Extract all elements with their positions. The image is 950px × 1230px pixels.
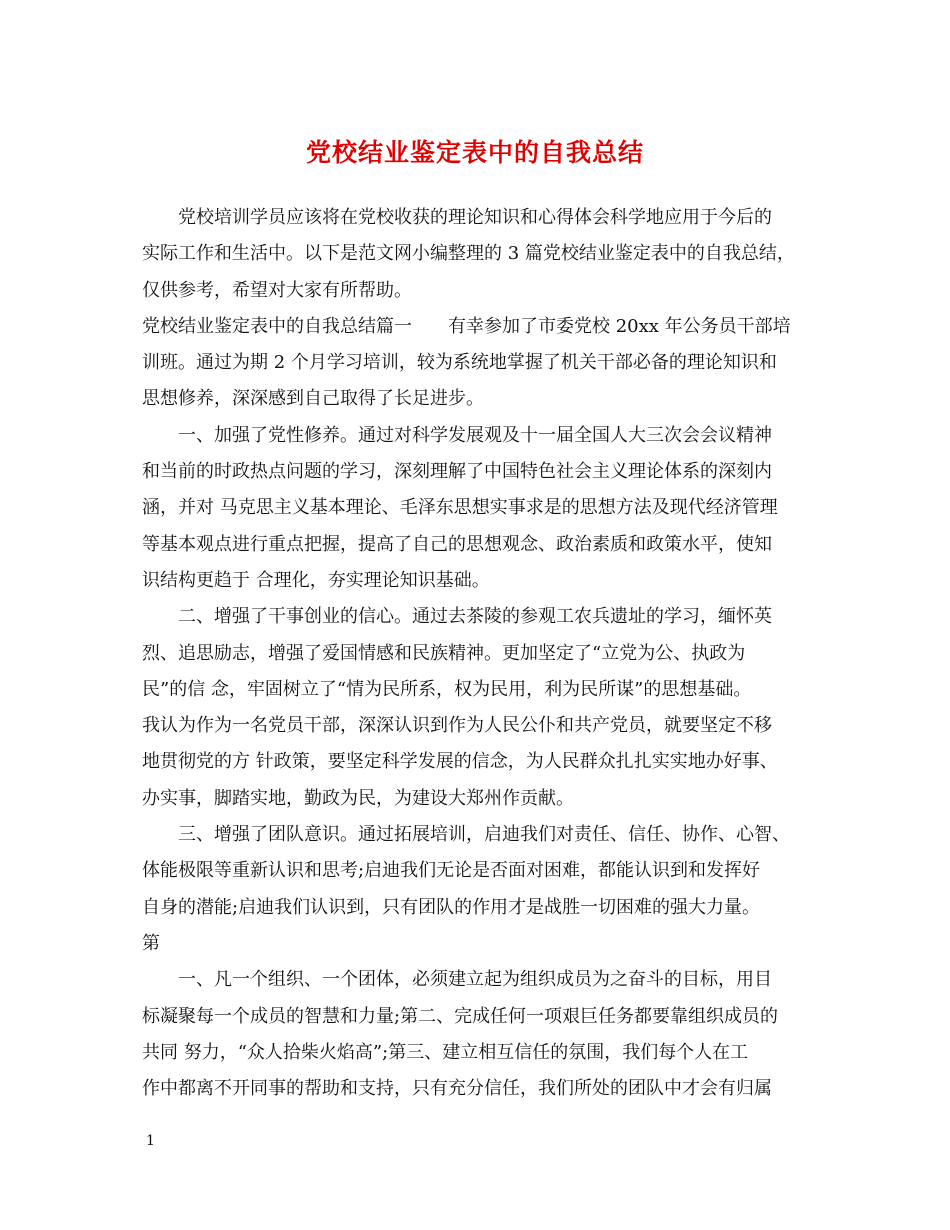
- text-line: 第: [142, 932, 160, 954]
- text-line: 体能极限等重新认识和思考;启迪我们无论是否面对困难，都能认识到和发挥好: [142, 860, 761, 882]
- text-line: 训班。通过为期 2 个月学习培训，较为系统地掌握了机关干部必备的理论知识和: [142, 352, 777, 374]
- text-line: 二、增强了干事创业的信心。通过去茶陵的参观工农兵遗址的学习，缅怀英: [178, 606, 772, 628]
- text-line: 我认为作为一名党员干部，深深认识到作为人民公仆和共产党员，就要坚定不移: [142, 715, 772, 737]
- text-line: 党校结业鉴定表中的自我总结篇一 有幸参加了市委党校 20xx 年公务员干部培: [142, 315, 791, 337]
- text-line: 实际工作和生活中。以下是范文网小编整理的 3 篇党校结业鉴定表中的自我总结，: [142, 243, 795, 265]
- text-line: 一、加强了党性修养。通过对科学发展观及十一届全国人大三次会会议精神: [178, 424, 772, 446]
- text-line: 和当前的时政热点问题的学习，深刻理解了中国特色社会主义理论体系的深刻内: [142, 461, 772, 483]
- text-line: 一、凡一个组织、一个团体，必须建立起为组织成员为之奋斗的目标，用目: [178, 969, 772, 991]
- text-line: 思想修养，深深感到自己取得了长足进步。: [142, 388, 484, 410]
- text-line: 自身的潜能;启迪我们认识到，只有团队的作用才是战胜一切困难的强大力量。: [142, 896, 761, 918]
- text-line: 三、增强了团队意识。通过拓展培训，启迪我们对责任、信任、协作、心智、: [178, 824, 790, 846]
- document-body: [142, 200, 812, 1107]
- text-line: 识结构更趋于 合理化，夯实理论知识基础。: [142, 569, 490, 591]
- text-line: 作中都离不开同事的帮助和支持，只有充分信任，我们所处的团队中才会有归属: [142, 1078, 772, 1100]
- text-line: 民”的信 念，牢固树立了“情为民所系，权为民用，利为民所谋”的思想基础。: [142, 678, 752, 700]
- text-line: 等基本观点进行重点把握，提高了自己的思想观念、政治素质和政策水平，使知: [142, 533, 772, 555]
- text-line: 党校培训学员应该将在党校收获的理论知识和心得体会科学地应用于今后的: [178, 207, 772, 228]
- text-line: 办实事，脚踏实地，勤政为民，为建设大郑州作贡献。: [142, 787, 574, 809]
- text-line: 标凝聚每一个成员的智慧和力量;第二、完成任何一项艰巨任务都要靠组织成员的: [142, 1005, 779, 1027]
- page-number: 1: [146, 1133, 155, 1149]
- text-line: 烈、追思励志，增强了爱国情感和民族精神。更加坚定了“立党为公、执政为: [142, 642, 746, 664]
- text-line: 仅供参考，希望对大家有所帮助。: [142, 279, 412, 301]
- text-line: 地贯彻党的方 针政策，要坚定科学发展的信念，为人民群众扎扎实实地办好事、: [142, 751, 778, 773]
- text-line: 共同 努力，“众人拾柴火焰高”;第三、建立相互信任的氛围，我们每个人在工: [142, 1041, 749, 1063]
- document-title: 党校结业鉴定表中的自我总结: [305, 138, 644, 167]
- text-line: 涵，并对 马克思主义基本理论、毛泽东思想实事求是的思想方法及现代经济管理: [142, 497, 778, 519]
